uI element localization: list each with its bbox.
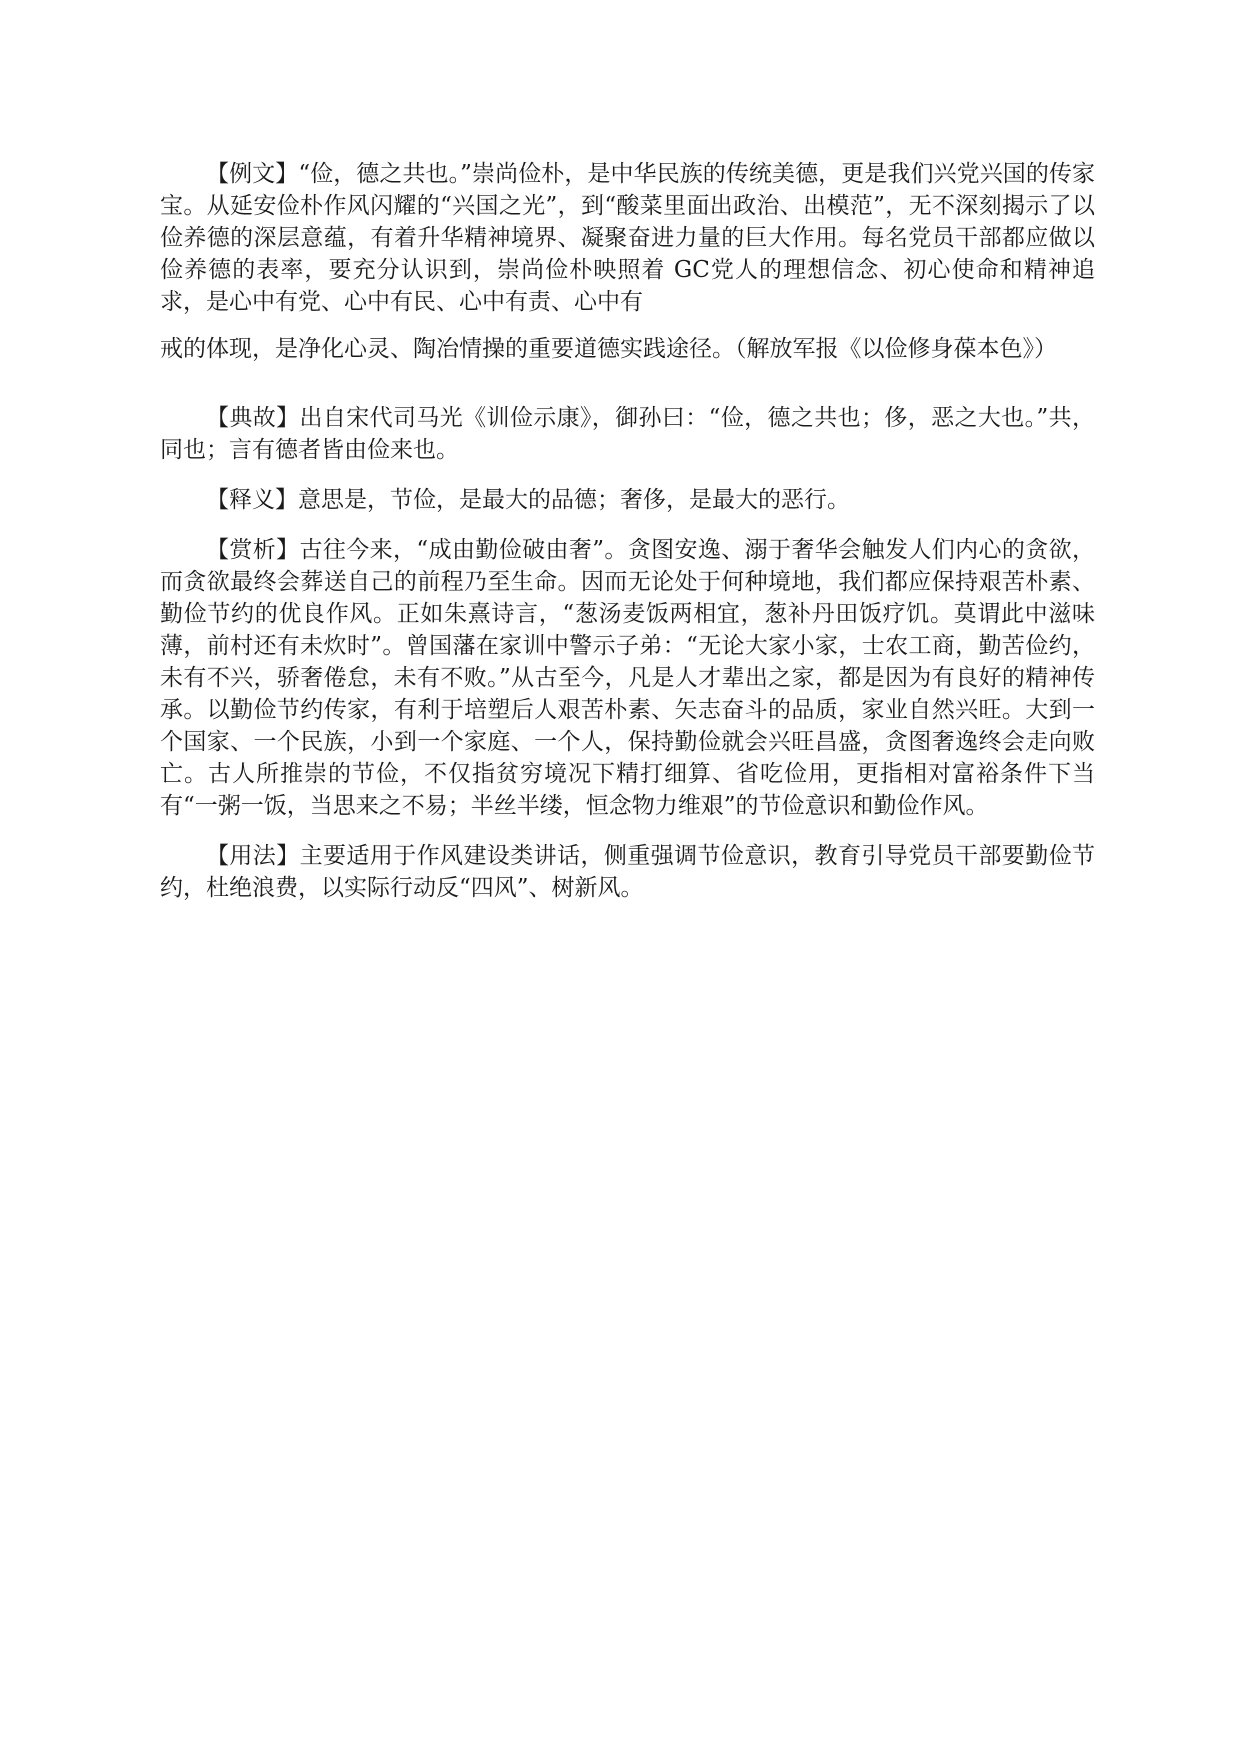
meaning-text: 意思是，节俭，是最大的品德；奢侈，是最大的恶行。: [298, 487, 850, 513]
usage-label: 【用法】: [206, 843, 300, 869]
usage-text: 主要适用于作风建设类讲话，侧重强调节俭意识，教育引导党员干部要勤俭节约，杜绝浪费，以实际行动反“四风”、树新风。: [160, 843, 1096, 901]
meaning-label: 【释义】: [206, 487, 298, 513]
example-paragraph: [160, 158, 1095, 318]
appreciation-text: 古往今来，“成由勤俭破由奢”。贪图安逸、溺于奢华会触发人们内心的贪欲，而贪欲最终会葬送自己的前程乃至生命。因而无论处于何种境地，我们都应保持艰苦朴素、勤俭节约的优良作风。正如朱熹诗言，“葱汤麦饭两相宜，葱补丹田饭疗饥。莫谓此中滋味薄，前村还有未炊时”。曾国藩在家训中警示子弟：“无论大家小家，士农工商，勤苦俭约，未有不兴，骄奢倦怠，未有不败。”从古至今，凡是人才辈出之家，都是因为有良好的精神传承。以勤俭节约传家，有利于培塑后人艰苦朴素、矢志奋斗的品质，家业自然兴旺。大到一个国家、一个民族，小到一个家庭、一个人，保持勤俭就会兴旺昌盛，贪图奢逸终会走向败亡。古人所推崇的节俭，不仅指贫穷境况下精打细算、省吃俭用，更指相对富裕条件下当有“一粥一饭，当思来之不易；半丝半缕，恒念物力维艰”的节俭意识和勤俭作风。: [160, 537, 1095, 819]
allusion-paragraph: [160, 402, 1095, 466]
document-page: [160, 158, 1095, 922]
example-tail-text: 戒的体现，是净化心灵、陶冶情操的重要道德实践途径。（解放军报《以俭修身葆本色》）: [160, 336, 1057, 362]
example-text: “俭，德之共也。”崇尚俭朴，是中华民族的传统美德，更是我们兴党兴国的传家宝。从延安俭朴作风闪耀的“兴国之光”，到“酸菜里面出政治、出模范”，无不深刻揭示了以俭养德的深层意蕴，有着升华精神境界、凝聚奋进力量的巨大作用。每名党员干部都应做以俭养德的表率，要充分认识到，崇尚俭朴映照着 GC党人的理想信念、初心使命和精神追求，是心中有党、心中有民、心中有责、心中有: [160, 161, 1095, 315]
appreciation-paragraph: [160, 534, 1095, 822]
allusion-label: 【典故】: [206, 405, 300, 431]
example-label: 【例文】: [206, 161, 299, 187]
usage-paragraph: [160, 840, 1095, 904]
meaning-paragraph: [160, 484, 1095, 516]
allusion-text: 出自宋代司马光《训俭示康》，御孙曰：“俭，德之共也；侈，恶之大也。”共，同也；言有德者皆由俭来也。: [160, 405, 1095, 463]
example-tail: [160, 318, 1095, 380]
appreciation-label: 【赏析】: [206, 537, 300, 563]
